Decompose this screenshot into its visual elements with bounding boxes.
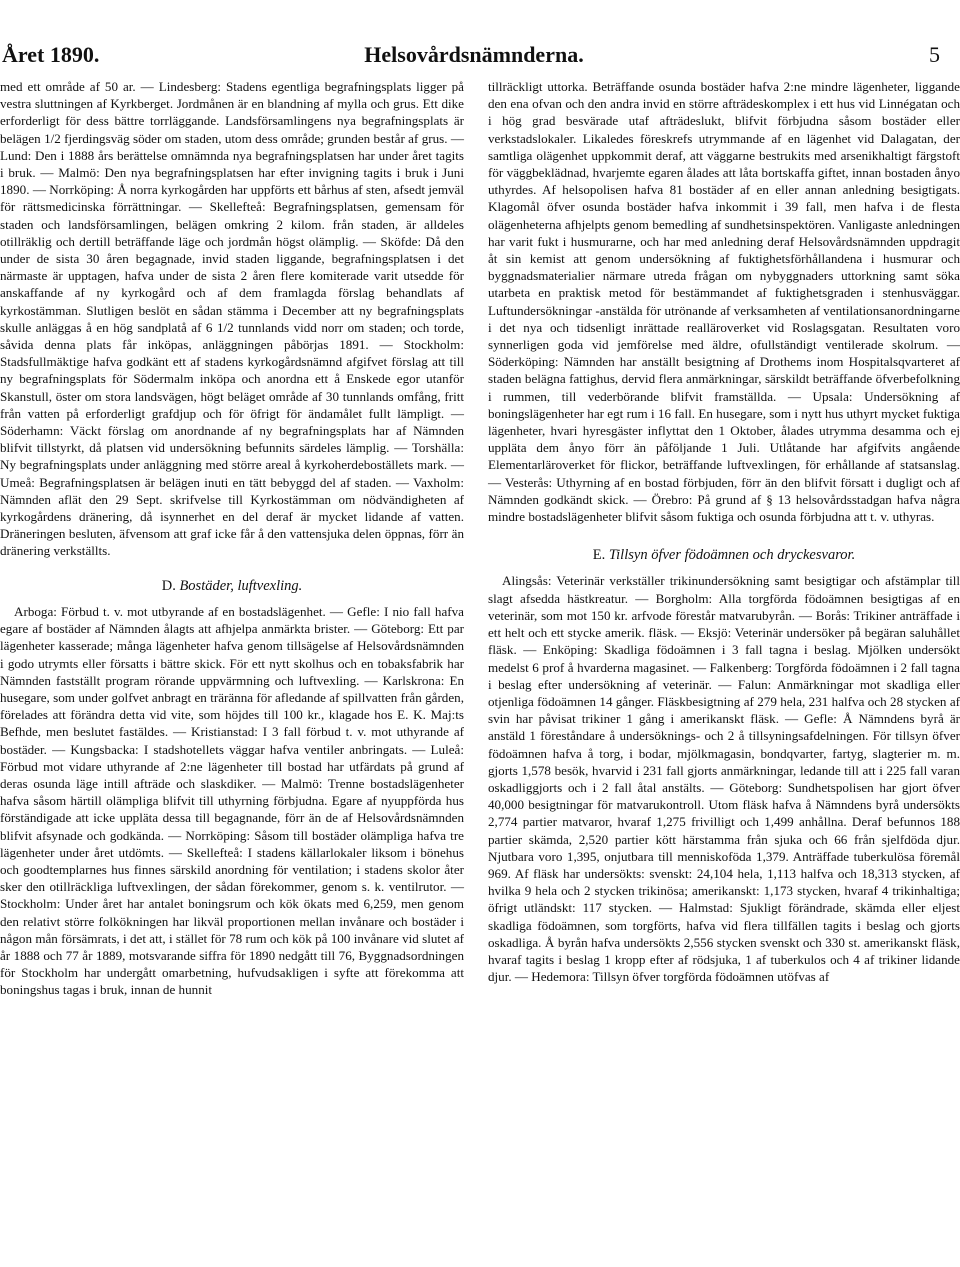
paragraph-burial-grounds: med ett område af 50 ar. — Lindesberg: Stadens egentliga begrafningsplats ligger på vestra sluttningen af Kyrkberget. Jordmånen är en blandning af mylla och grus. Ett dike erforderligt för dess bättre torrläggande. Landsförsamlingens nya begrafningsplats är belägen 1/2 fjerdingsväg söder om staden, utom dess område; grunden består af grus. — Lund: Den i 1888 års berättelse omnämnda nya begrafningsplatsen har under året tagits i bruk. — Malmö: Den nya begrafningsplatsen har efter invigning tagits i bruk i Juni 1890. — Norrköping: Å norra kyrkogården har uppförts ett bårhus af sten, afsedt jemväl för rättsmedicinska förrättningar. — Skellefteå: Begrafningsplatsen, gemensam för staden och landsförsamlingen, belägen omkring 2 kilom. från staden, är alldeles otillräklig och dertill beträffande läge och jordmån högst olämplig. — Sköfde: Då den under de sista 30 åren begagnade, invid staden liggande, begrafningsplatsen i det närmaste är upptagen, hafva under de sista 2 åren flere komiterade varit utsedde för anskaffande af ny kyrkogård och af dem framlagda förslag behandlats af kyrkostämman. Slutligen beslöt en sådan stämma i December att ny begrafningsplats skulle anläggas å en hög sandplatå af 6 1/2 tunnlands vidd norr om staden; och torde, såvida denna plats får inköpas, anläggningen påbörjas 1891. — Stockholm: Stadsfullmäktige hafva godkänt ett af stadens kyrkogårdsnämnd afgifvet förslag att till ny begrafningsplats för Södermalm inköpa och anordna ett å Enskede egor utanför Skanstull, öster om stora landsvägen, högt beläget område af 30 tunnlands omfång, fritt från vatten på erforderligt grafdjup och för öfrigt för ändamålet fullt lämpligt. — Söderhamn: Väckt förslag om anordnande af ny begrafningsplats har af Nämnden blifvit tillstyrkt, då platsen vid undersökning befunnits särdeles lämplig. — Torshälla: Ny begrafningsplats under anläggning med större areal å kyrkoherdeboställets mark. — Umeå: Begrafningsplatsen är belägen inuti en tätt bebyggd del af staden. — Vaxholm: Nämnden aflät den 29 Sept. skrifvelse till Kyrkostämman om nödvändigheten af kyrkogårdens dränering, då isynnerhet en del deraf är mycket lidande af vatten. Dräneringen besluten, äfvensom att graf icke får å den vattensjuka delen öppnas, förr än dränering verkställts. xyxy=(0,79,464,559)
page-number: 5 xyxy=(929,42,940,67)
header-title: Helsovårdsnämnderna. xyxy=(364,42,584,67)
section-title: Bostäder, luftvexling. xyxy=(179,577,303,594)
paragraph-housing-continued: tillräckligt uttorka. Beträffande osunda bostäder hafva 2:ne mindre lägenheter, liggande den ena ofvan och den andra invid en större afträdeskomplex i ett hus vid Linnégatan och i hög grad besvärade utaf afträdeslukt, blifvit förbjudna såsom bostäder eller verkstadslokaler. Likaledes föreskrefs utrymmande af en lägenhet vid Dalagatan, der samtliga olägenhet uppkommit deraf, att väggarne bestrukits med arsenikhaltigt färgstoft för väggbeklädnad, hvarjemte egaren ålades att låta bortskaffa giftet, innan bostaden ånyo uthyrdes. Af helsopolisen hafva 81 bostäder af en eller annan anledning besigtigats. Klagomål öfver osunda bostäder hafva inkommit i 39 fall, men hafva i de flesta olägenheterna afhjelpts genom bemedling af sundhetsinspektören. Vanligaste anledningen har varit fukt i husmurarne, och har med anledning deraf Helsovårdsnämnden uppdragit åt sin kemist att genom undersökning af fuktighetsförhållandena i husmurar och byggnadsmaterialier närmare utreda frågan om nybyggnaders uttorkning samt söka utarbeta en praktisk metod för bestämmandet af fuktighetsgraden i stenhusväggar. Luftundersökningar -anstälda för utrönande af verksamheten af ventilationsanordningarne i det nya och tidsenligt inrättade realläroverket vid Roslagsgatan. Resultaten voro synnerligen goda vid jemförelse med äldre, ofullständigt ventilerade skolrum. — Söderköping: Nämnden har anställt besigtning af Drothems inom Hospitalsqvarteret af staden belägna fattighus, dervid flera anmärkningar, särskildt beträffande öfverbefolkning i rummen, till vederbörande blifvit framställda. — Upsala: Undersökning af boningslägenheter har egt rum i 16 fall. En husegare, som i nytt hus uthyrt mycket fuktiga lägenheter, hvari hyresgäster inflyttat den 1 Oktober, ålades utrymma desamma och ej uppläta dem ånyo förr än påföljande 1 Juli. Utlåtande har afgifvits angående Elementarläroverket för flickor, beträffande luftvexlingen, för erhållande af statsanslag. — Vesterås: Uthyrning af en bostad förbjuden, förr än den blifvit försatt i dugligt och af Nämnden godkändt skick. — Örebro: På grund af § 13 helsovårdsstadgan hafva några mindre bostadslägenheter blifvit såsom fuktiga och osunda förbjudna att t. v. uthyras. xyxy=(488,79,960,525)
paragraph-housing: Arboga: Förbud t. v. mot utbyrande af en bostadslägenhet. — Gefle: I nio fall hafva egare af bostäder af Nämnden ålagts att afhjelpa anmärkta brister. — Göteborg: Ett par lägenheter kasserade; många lägenheter hafva genom tillsägelse af Helsovårdsnämnden i godo utrymts eller försatts i bättre skick. För ett nytt skolhus och en tobaksfabrik har Nämnden fastställt program rörande uppvärmning och luftvexling. — Karlskrona: En husegare, som under golfvet anbragt en träränna för afledande af spillvatten från gården, förelades att förändra detta vid vite, som höjdes till 100 kr., klagade hos E. K. Maj:ts Befhde, men beslutet fastäldes. — Kristianstad: I 3 fall förbud t. v. mot uthyrande af bostäder. — Kungsbacka: I stadshotellets väggar hafva ventiler anbringats. — Luleå: Förbud mot vidare uthyrande af 2:ne lägenheter till bostad har utfärdats på grund af deras osunda läge intill afträde och slaskdiker. — Malmö: Trenne bostadslägenheter hafva såsom härtill olämpliga blifvit till uthyrning förbjudna. Egare af nyuppförda hus förständigade att icke uppläta dessa till begagnande, förr än de af Helsovårdsnämnden blifvit afsynade och godkända. — Norrköping: Såsom till bostäder olämpliga hafva tre lägenheter under året utdömts. — Skellefteå: I stadens källarlokaler liksom i bönehus och goodtemplarnes hus finnes särskild anordning för ventilation; i stadens skolor åter sker den otillräckliga luftvexlingen, der sådan förekommer, genom s. k. ventilrutor. — Stockholm: Under året har antalet boningsrum och kök ökats med 6,259, men genom den relativt större folkökningen har likväl proportionen mellan invånare och bostäder i någon mån försämrats, i det att, i stället för 78 rum och kök på 100 invånare vid slutet af år 1888 och 77 år 1889, motsvarande siffra för 1890 nedgått till 76, Byggnadsordningen för Stockholm har undergått omarbetning, hufvudsakligen i syfte att förekomma att boningshus tagas i bruk, innan de hunnit xyxy=(0,603,464,998)
header-year: Året 1890. xyxy=(2,42,100,67)
section-letter: E. xyxy=(592,547,606,564)
section-letter: D. xyxy=(161,577,176,594)
section-heading-e xyxy=(488,547,960,564)
page-header xyxy=(0,42,948,72)
left-column xyxy=(0,78,464,999)
section-heading-d xyxy=(0,578,464,595)
section-title: Tillsyn öfver födoämnen och dryckesvaror. xyxy=(608,547,856,564)
right-column xyxy=(488,78,960,985)
paragraph-food-inspection: Alingsås: Veterinär verkställer trikinundersökning samt besigtigar och afstämplar till slagt afsedda hästkreatur. — Borgholm: Alla torgförda födoämnen besigtigas af en veterinär, som mot 150 kr. arfvode förestår matvarubyrån. — Borås: Trikiner anträffade i ett helt och ett stycke amerik. fläsk. — Eksjö: Veterinär undersöker på begäran saluhållet fläsk. — Enköping: Skadliga födoämnen i 3 fall tagna i beslag. Mjölken undersökt medelst 6 prof å hvarderna magasinet. — Falkenberg: Torgförda födoämnen i 2 fall tagna i beslag efter undersökning af veterinär. — Falun: Anmärkningar mot skadliga eller otjenliga födoämnen 14 gånger. Fläskbesigtning af 279 hela, 231 halfva och 28 stycken af svin har påvisat trikiner 1 gång i amerikanskt fläsk. — Gefle: Å Nämndens byrå är anstäld 1 föreståndare å undersöknings- och 2 å tillsyningsafdelningen. För tillsyn öfver födoämnen hafva å torg, i bodar, mjölkmagasin, bondqvarter, fartyg, slagterier m. m. gjorts 1,578 besök, hvarvid i 231 fall gjorts anmärkningar, ledande till att i 225 fall varan oskadliggjorts och i 2 fall åtal anstälts. — Göteborg: Sundhetspolisen har gjort öfver 40,000 besigtningar för matvarukontroll. Utom fläsk hafva å Nämndens byrå undersökts 2,774 partier matvaror, hvaraf 1,275 frivilligt och 1,499 anhållna. Deraf befunnos 188 partier skämda, 2,520 partier kött härstamma från sjuka och 66 från sjelfdöda djur. Njutbara voro 1,395, onjutbara till menniskoföda 1,379. Anträffade tuberkulösa föremål 969. Af fläsk har undersökts: svenskt: 24,104 hela, 1,113 halfva och 18,313 stycken, af hvilka 9 hela och 2 stycken trikinösa; amerikanskt: 1,173 stycken, hvaraf 4 trikinhaltiga; öfrigt utländskt: 117 stycken. — Halmstad: Sjukligt förändrade, skämda eller eljest skadliga födoämnen, som torgförts, hafva vid flera tillfällen tagits i beslag och gjorts oskadliga. Å byrån hafva undersökts 2,556 stycken svenskt och 330 st. amerikanskt fläsk, hvaraf tagits i beslag 1 kropp efter af rödsjuka, 1 af tuberkulos och 4 af trikiner lidande djur. — Hedemora: Tillsyn öfver torgförda födoämnen utöfvas af xyxy=(488,573,960,985)
